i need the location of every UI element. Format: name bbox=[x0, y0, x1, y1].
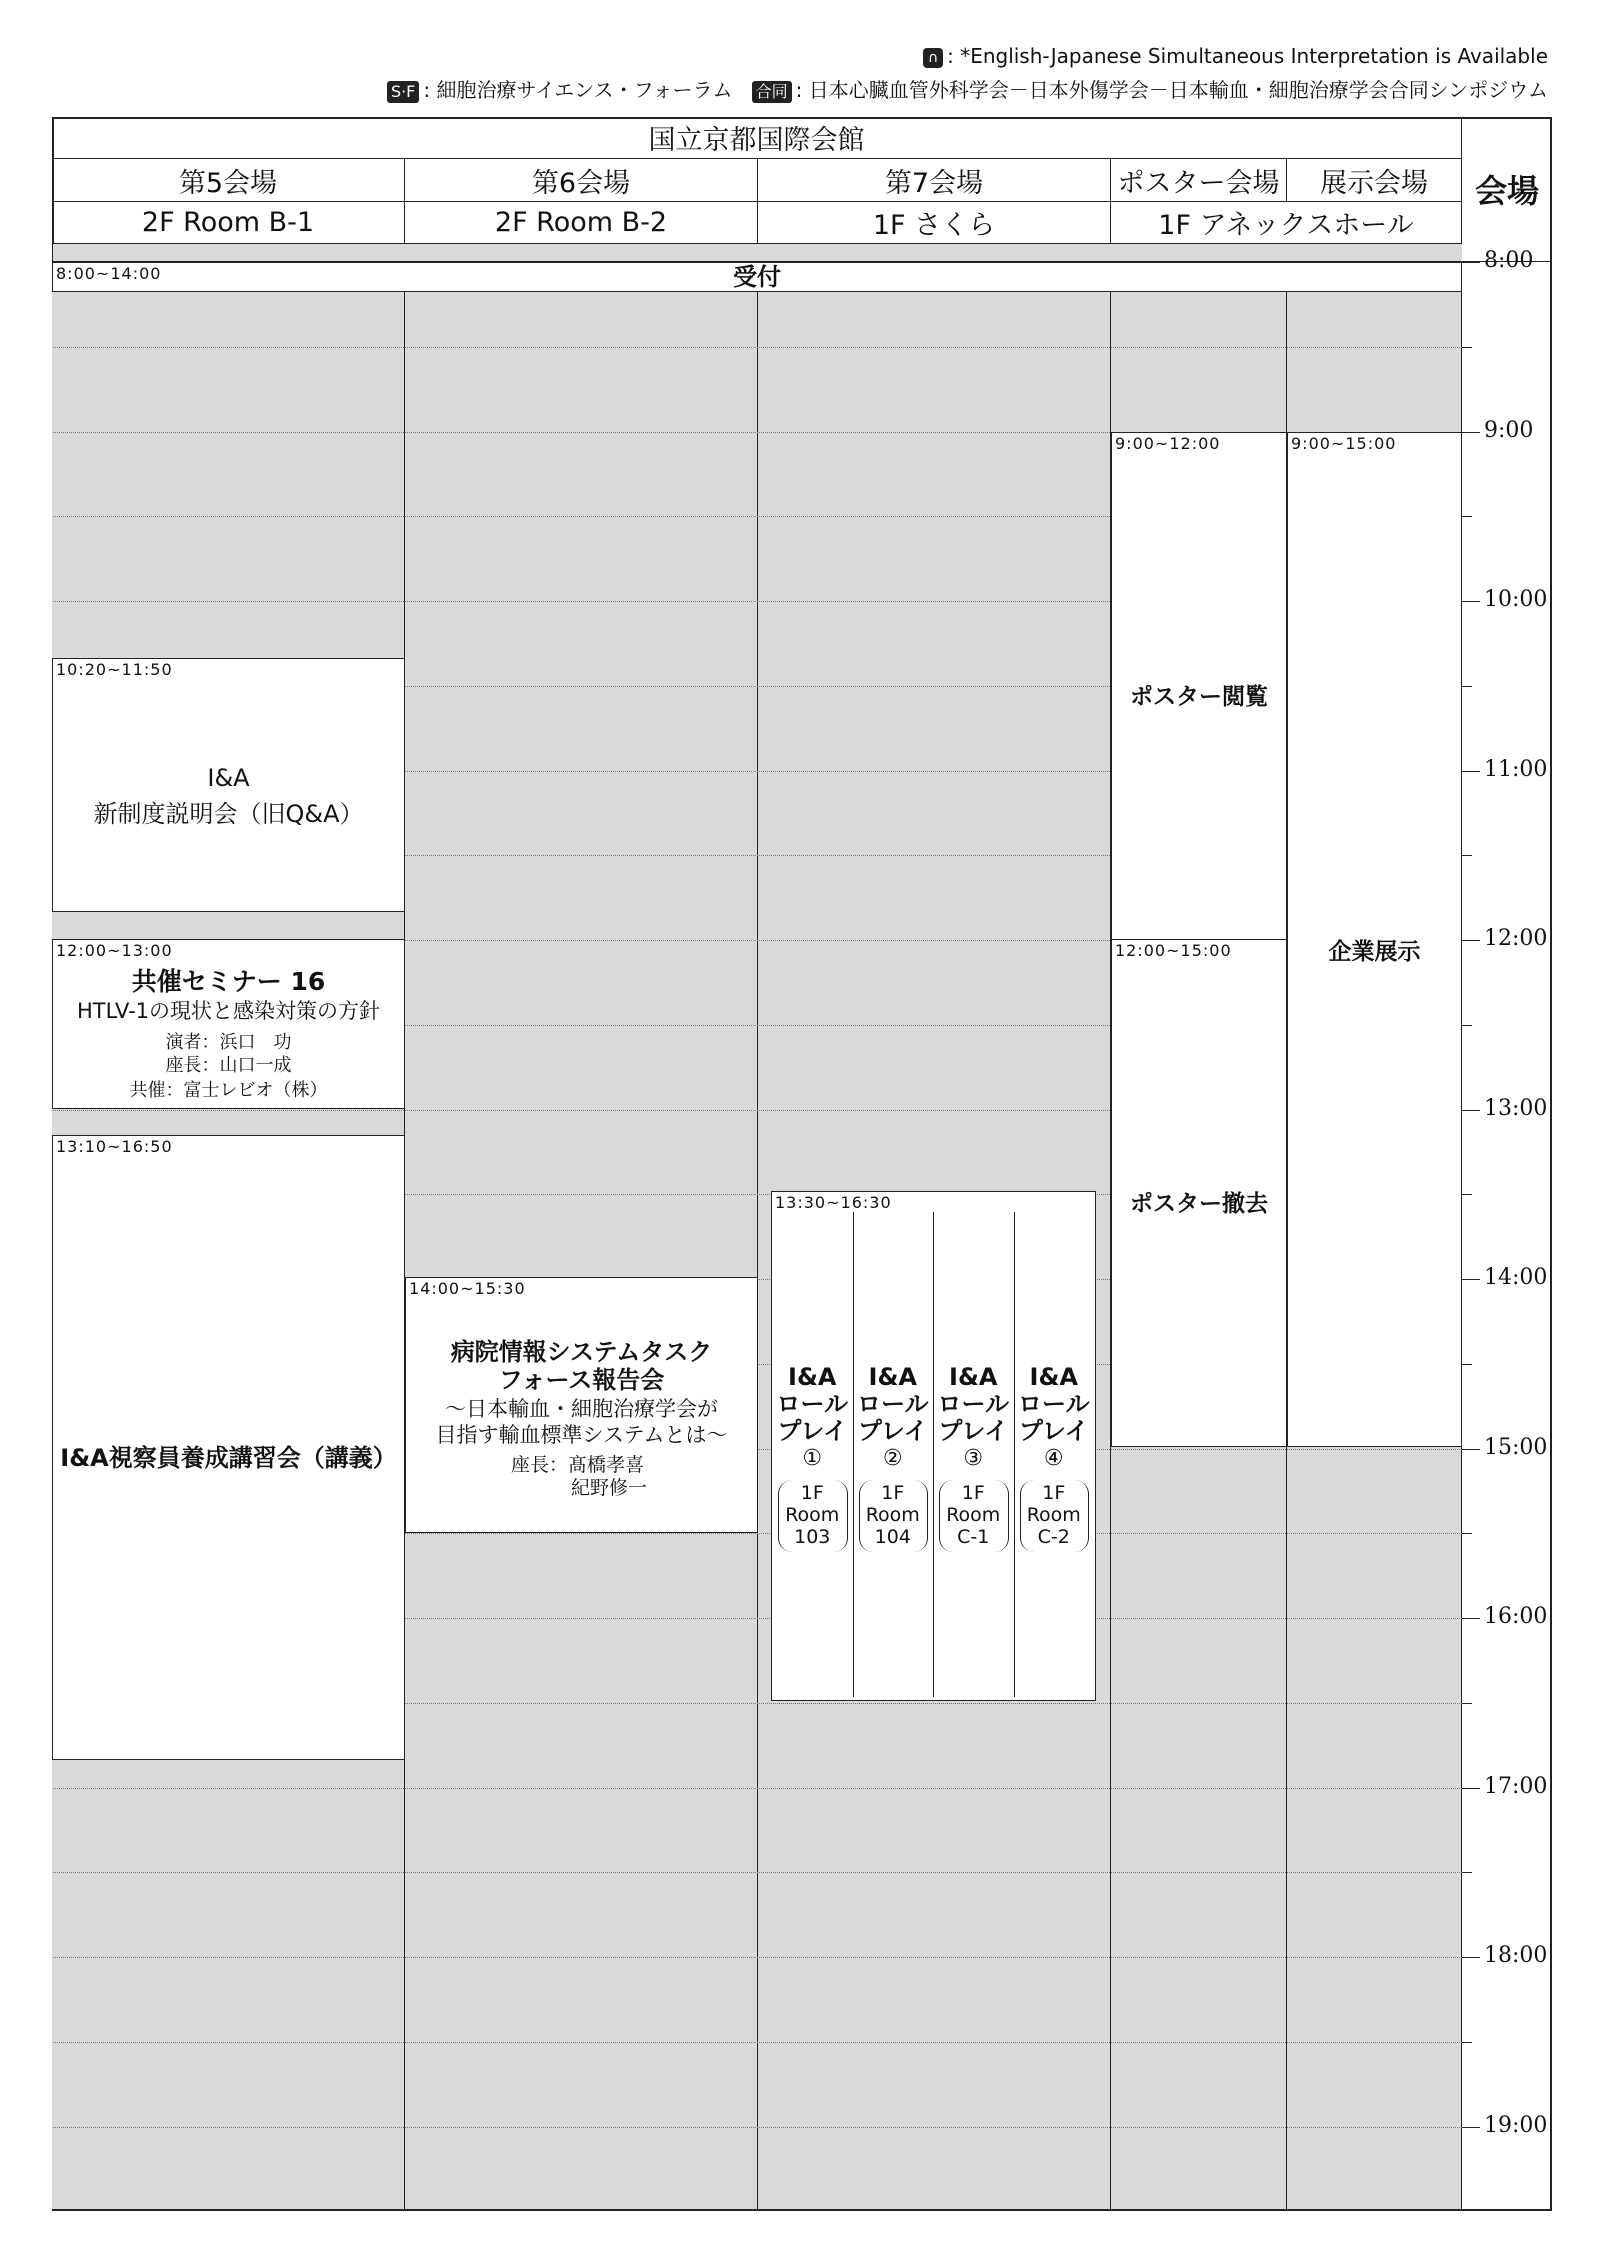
session-chair: 座長：山口一成 bbox=[165, 1055, 292, 1076]
room5-session-seminar16 bbox=[52, 939, 405, 1109]
roleplay-label: I&A ロール プレイ ② bbox=[856, 1363, 929, 1471]
exhibit-room-name: 展示会場 bbox=[1287, 159, 1462, 202]
spacer-row bbox=[53, 244, 1462, 262]
hour-label: 14:00 bbox=[1484, 1265, 1548, 1290]
reception-time: 8:00~14:00 bbox=[56, 264, 162, 283]
hour-label: 8:00 bbox=[1484, 248, 1534, 273]
room6-place: 2F Room B-2 bbox=[405, 202, 758, 244]
headphone-icon: ∩ bbox=[923, 48, 943, 68]
session-subtitle-line2: 目指す輸血標準システムとは～ bbox=[435, 1423, 728, 1447]
session-title: ポスター撤去 bbox=[1130, 1191, 1268, 1217]
session-title: 共催セミナー 16 bbox=[131, 967, 326, 996]
hour-tick bbox=[1462, 262, 1480, 263]
hour-tick bbox=[1462, 1618, 1480, 1619]
venue-column-header: 会場 bbox=[1462, 117, 1552, 262]
hour-tick bbox=[1462, 432, 1480, 433]
sf-legend-text: : 細胞治療サイエンス・フォーラム bbox=[423, 78, 733, 102]
session-title: ポスター閲覧 bbox=[1130, 684, 1268, 710]
session-subtitle: HTLV-1の現状と感染対策の方針 bbox=[76, 999, 381, 1023]
hour-tick bbox=[1462, 940, 1480, 941]
room5-place: 2F Room B-1 bbox=[52, 202, 405, 244]
hour-tick bbox=[1462, 1788, 1480, 1789]
half-hour-tick bbox=[1462, 2042, 1472, 2043]
roleplay-label: I&A ロール プレイ ④ bbox=[1017, 1363, 1090, 1471]
half-hour-tick bbox=[1462, 1703, 1472, 1704]
hour-label: 12:00 bbox=[1484, 926, 1548, 951]
poster-session-removal bbox=[1111, 939, 1287, 1447]
exhibit-session-corporate bbox=[1287, 432, 1462, 1447]
hour-label: 9:00 bbox=[1484, 417, 1534, 443]
session-subtitle-line1: ～日本輸血・細胞治療学会が bbox=[445, 1397, 718, 1421]
hour-label: 18:00 bbox=[1484, 1943, 1548, 1968]
roleplay-room: 1F Room 104 bbox=[865, 1482, 920, 1548]
session-speaker: 演者：浜口 功 bbox=[165, 1032, 292, 1053]
roleplay-room: 1F Room C-1 bbox=[946, 1482, 1001, 1548]
session-time: 9:00~12:00 bbox=[1115, 434, 1221, 453]
reception-label: 受付 bbox=[733, 263, 781, 291]
reception-block bbox=[52, 262, 1462, 292]
room6-session-his-taskforce bbox=[405, 1277, 758, 1533]
poster-session-viewing bbox=[1111, 432, 1287, 940]
half-hour-tick bbox=[1462, 516, 1472, 517]
hour-tick bbox=[1462, 1279, 1480, 1280]
annex-hall-place: 1F アネックスホール bbox=[1111, 202, 1462, 244]
hour-label: 17:00 bbox=[1484, 1773, 1548, 1799]
half-hour-tick bbox=[1462, 1533, 1472, 1534]
hour-label: 15:00 bbox=[1484, 1434, 1548, 1460]
room5-session-ia-briefing bbox=[52, 658, 405, 912]
venue-header: 国立京都国際会館 bbox=[52, 117, 1462, 159]
session-time: 13:30~16:30 bbox=[775, 1193, 892, 1212]
session-chair-line1: 座長：髙橋孝喜 bbox=[511, 1454, 645, 1476]
session-title: I&A視察員養成講習会（講義） bbox=[60, 1444, 397, 1472]
hour-tick bbox=[1462, 1110, 1480, 1111]
session-time: 13:10~16:50 bbox=[56, 1137, 173, 1156]
session-time: 12:00~13:00 bbox=[56, 941, 173, 960]
hour-label: 13:00 bbox=[1484, 1095, 1548, 1121]
roleplay-room: 1F Room C-2 bbox=[1026, 1482, 1081, 1548]
session-time: 10:20~11:50 bbox=[56, 660, 173, 679]
hour-tick bbox=[1462, 771, 1480, 772]
half-hour-tick bbox=[1462, 1364, 1472, 1365]
hour-tick bbox=[1462, 1957, 1480, 1958]
session-title-line2: 新制度説明会（旧Q&A） bbox=[93, 800, 364, 828]
roleplay-label: I&A ロール プレイ ① bbox=[776, 1363, 849, 1471]
sf-tag: S·F bbox=[387, 81, 419, 103]
room7-place: 1F さくら bbox=[758, 202, 1111, 244]
room5-session-inspector-training bbox=[52, 1135, 405, 1760]
joint-tag: 合同 bbox=[752, 81, 792, 103]
room7-session-roleplay bbox=[771, 1191, 1096, 1701]
session-title: 企業展示 bbox=[1328, 939, 1421, 965]
half-hour-tick bbox=[1462, 1025, 1472, 1026]
hour-label: 19:00 bbox=[1484, 2112, 1548, 2138]
room6-name: 第6会場 bbox=[405, 159, 758, 202]
roleplay-room: 1F Room 103 bbox=[785, 1482, 840, 1548]
session-time: 14:00~15:30 bbox=[409, 1279, 526, 1298]
half-hour-tick bbox=[1462, 347, 1472, 348]
hour-tick bbox=[1462, 2127, 1480, 2128]
session-sponsor: 共催：富士レビオ（株） bbox=[129, 1080, 328, 1101]
session-title-line1: I&A bbox=[207, 764, 250, 792]
poster-room-name: ポスター会場 bbox=[1111, 159, 1287, 202]
hour-tick bbox=[1462, 601, 1480, 602]
room6-column bbox=[405, 262, 758, 2209]
hour-label: 10:00 bbox=[1484, 587, 1548, 612]
session-title-line1: 病院情報システムタスク bbox=[450, 1338, 713, 1366]
session-time: 12:00~15:00 bbox=[1115, 941, 1232, 960]
room7-name: 第7会場 bbox=[758, 159, 1111, 202]
interpretation-legend bbox=[923, 44, 1548, 68]
hour-tick bbox=[1462, 1449, 1480, 1450]
half-hour-tick bbox=[1462, 1872, 1472, 1873]
hour-label: 16:00 bbox=[1484, 1604, 1548, 1629]
interpretation-legend-text: : *English-Japanese Simultaneous Interpretation is Available bbox=[947, 44, 1548, 68]
session-chair-line2: 紀野修一 bbox=[571, 1477, 648, 1499]
roleplay-label: I&A ロール プレイ ③ bbox=[937, 1363, 1010, 1471]
half-hour-tick bbox=[1462, 686, 1472, 687]
session-time: 9:00~15:00 bbox=[1291, 434, 1397, 453]
room5-name: 第5会場 bbox=[52, 159, 405, 202]
half-hour-tick bbox=[1462, 855, 1472, 856]
session-title-line2: フォース報告会 bbox=[498, 1366, 665, 1394]
session-type-legend bbox=[387, 74, 1548, 103]
hour-label: 11:00 bbox=[1484, 756, 1548, 782]
joint-legend-text: : 日本心臓血管外科学会－日本外傷学会－日本輸血・細胞治療学会合同シンポジウム bbox=[795, 78, 1548, 102]
half-hour-tick bbox=[1462, 1194, 1472, 1195]
